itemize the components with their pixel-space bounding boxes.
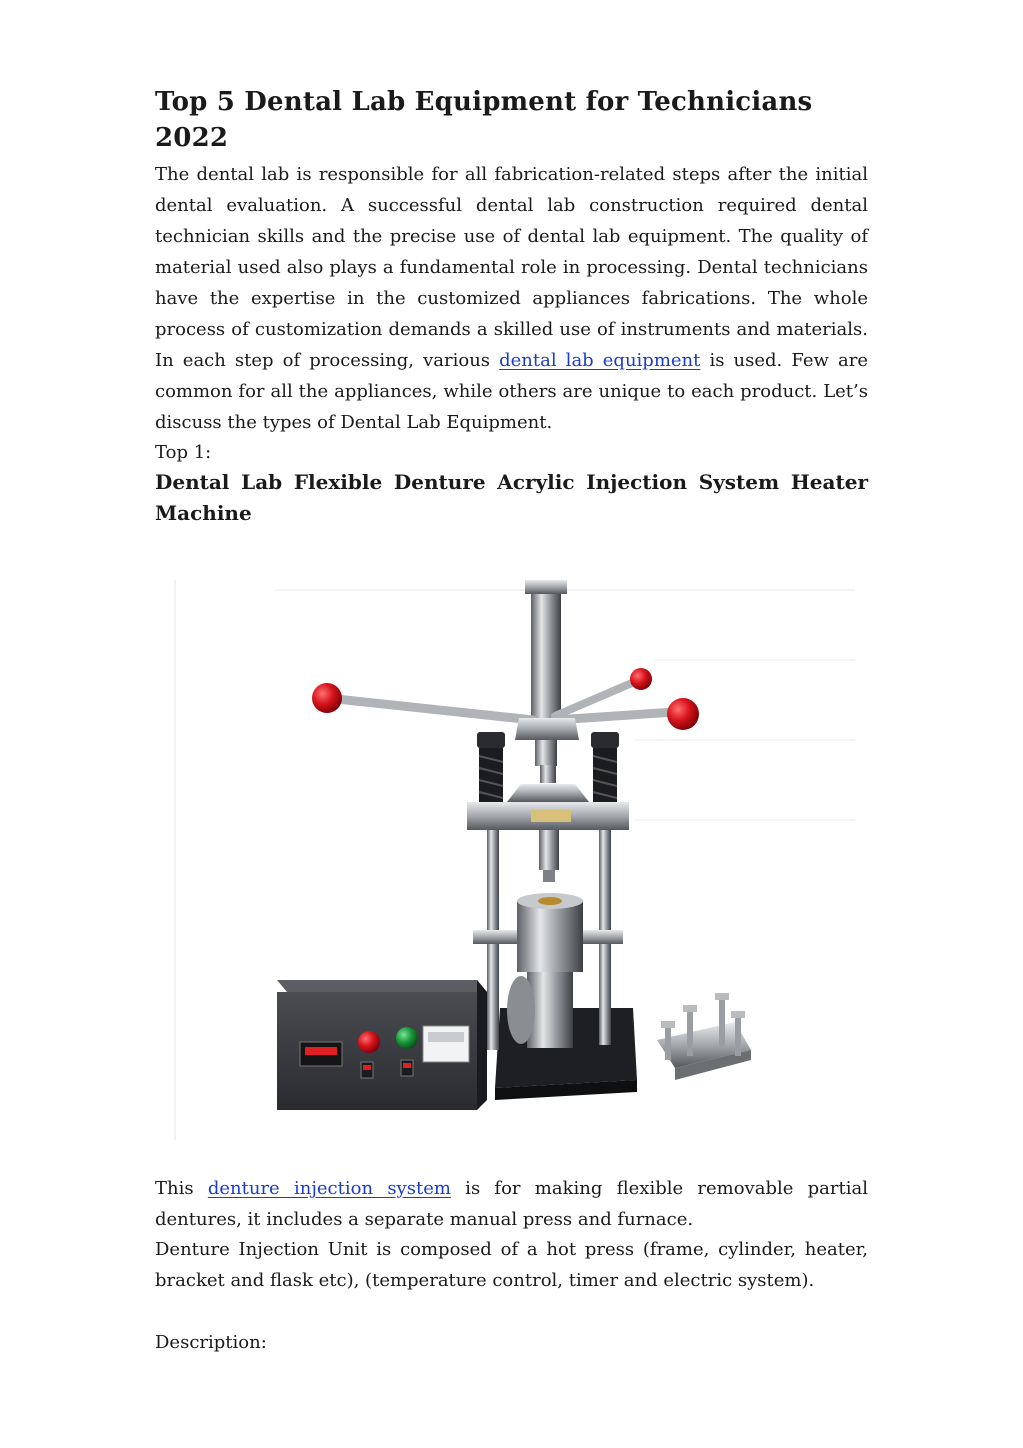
denture-injection-system-link[interactable]: denture injection system [207,1178,451,1199]
system-paragraph [155,1173,868,1235]
left-spring [477,732,505,808]
description-label: Description: [155,1332,267,1353]
intro-text-before-link: The dental lab is responsible for all fabrication-related steps after the initial dental evaluation. A successful dental lab construction required dental technician skills and the precise use of dental lab equipment. The quality of material used also plays a fundamental role in processing. Dental technicians have the expertise in the customized appliances fabrications. The whole process of customization demands a skilled use of instruments and materials. In each step of processing, various [155,164,868,371]
page-title: Top 5 Dental Lab Equipment for Technicians 2022 [155,87,813,153]
system-text-after-link: is for making flexible removable partial dentures, it includes a separate manual press and furnace. [155,1178,868,1230]
right-spring [591,732,619,808]
dental-lab-equipment-link[interactable]: dental lab equipment [499,350,701,371]
intro-paragraph [155,159,868,438]
top-rank-label: Top 1: [155,442,212,463]
product-image [155,540,873,1150]
intro-text-after-link: is used. Few are common for all the appliances, while others are unique to each product. Let’s discuss the types of Dental Lab Equipment. [155,350,868,433]
denture-injection-machine-photo [155,540,873,1150]
control-box [277,980,487,1110]
product-heading: Dental Lab Flexible Denture Acrylic Injection System Heater Machine [155,470,868,525]
system-text-before-link: This [155,1178,208,1199]
unit-composition-paragraph: Denture Injection Unit is composed of a hot press (frame, cylinder, heater, bracket and flask etc), (temperature control, timer and electric system). [155,1239,868,1291]
